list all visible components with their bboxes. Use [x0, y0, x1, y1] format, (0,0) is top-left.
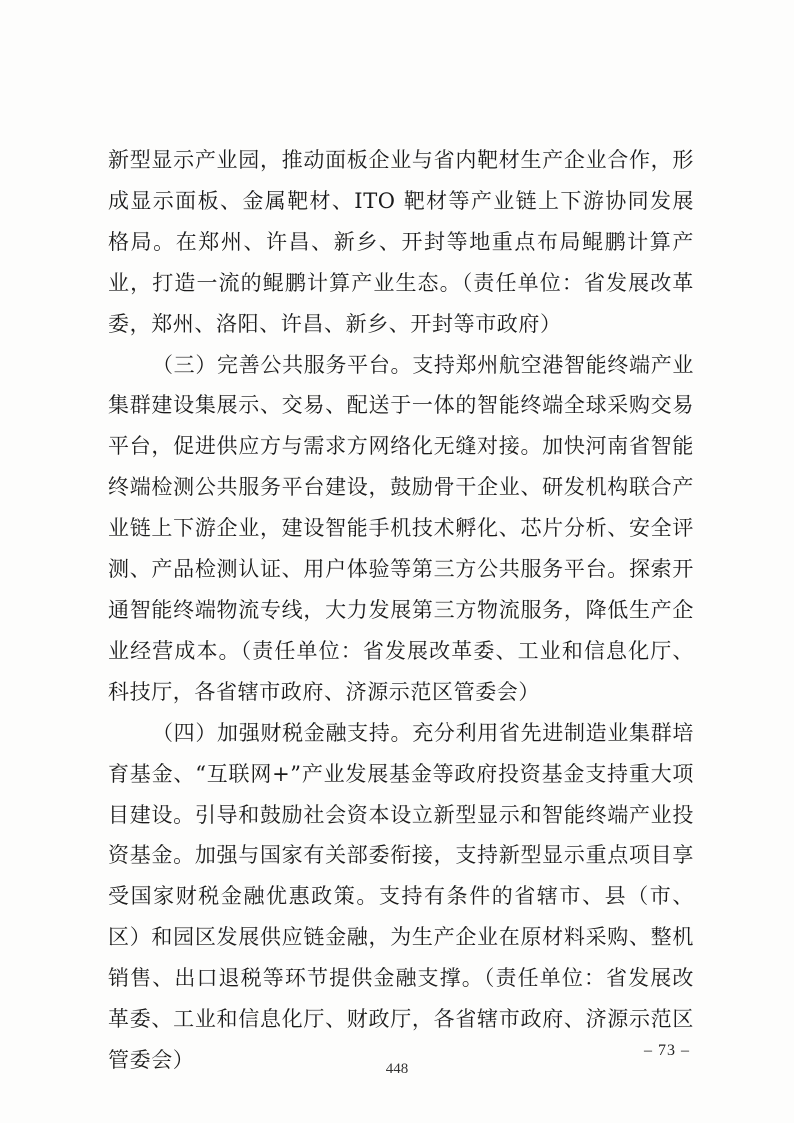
page-number: – 73 –: [644, 1042, 690, 1059]
paragraph-fiscal-financial-support: （四）加强财税金融支持。充分利用省先进制造业集群培育基金、“互联网+”产业发展基金等政府投资基金支持重大项目建设。引导和鼓励社会资本设立新型显示和智能终端产业投资基金。加强与国家有关部委衔接，支持新型显示重点项目享受国家财税金融优惠政策。支持有条件的省辖市、县（市、区）和园区发展供应链金融，为生产企业在原材料采购、整机销售、出口退税等环节提供金融支撑。（责任单位：省发展改革委、工业和信息化厅、财政厅，各省辖市政府、济源示范区管委会）: [108, 720, 694, 1072]
book-page-number: 448: [385, 1061, 409, 1077]
paragraph-public-service-platform: （三）完善公共服务平台。支持郑州航空港智能终端产业集群建设集展示、交易、配送于一体的智能终端全球采购交易平台，促进供应方与需求方网络化无缝对接。加快河南省智能终端检测公共服务平台建设，鼓励骨干企业、研发机构联合产业链上下游企业，建设智能手机技术孵化、芯片分析、安全评测、产品检测认证、用户体验等第三方公共服务平台。探索开通智能终端物流专线，大力发展第三方物流服务，降低生产企业经营成本。（责任单位：省发展改革委、工业和信息化厅、科技厅，各省辖市政府、济源示范区管委会）: [108, 352, 694, 704]
document-body: [108, 140, 694, 1081]
paragraph-continuation: 新型显示产业园，推动面板企业与省内靶材生产企业合作，形成显示面板、金属靶材、ITO 靶材等产业链上下游协同发展格局。在郑州、许昌、新乡、开封等地重点布局鲲鹏计算产业，打造一流的鲲鹏计算产业生态。（责任单位：省发展改革委，郑州、洛阳、许昌、新乡、开封等市政府）: [108, 148, 694, 336]
